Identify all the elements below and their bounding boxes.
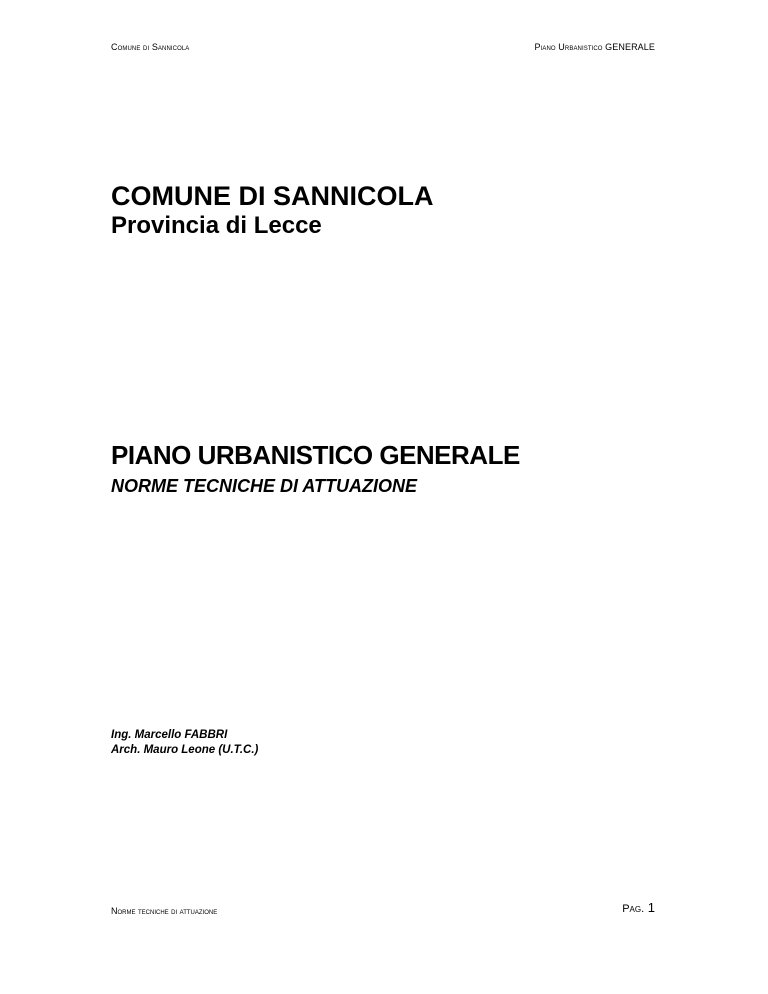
footer-right — [622, 900, 655, 915]
header-right-text: Piano Urbanistico GENERALE — [534, 42, 655, 52]
plan-title: PIANO URBANISTICO GENERALE — [111, 440, 520, 470]
comune-title: COMUNE DI SANNICOLA — [111, 181, 434, 211]
authors-block — [111, 728, 258, 758]
plan-block — [111, 437, 520, 499]
header-left-text: Comune di Sannicola — [111, 42, 190, 52]
title-block — [111, 181, 434, 241]
provincia-title: Provincia di Lecce — [111, 212, 322, 239]
footer-left: Norme tecniche di attuazione — [111, 906, 218, 916]
author-line: Arch. Mauro Leone (U.T.C.) — [111, 744, 259, 756]
header-left — [111, 42, 189, 52]
author-line: Ing. Marcello FABBRI — [111, 729, 228, 741]
page-number: 1 — [647, 900, 655, 915]
page-label: Pag. — [622, 903, 645, 915]
header-right — [535, 42, 655, 52]
plan-subtitle: NORME TECNICHE DI ATTUAZIONE — [111, 476, 417, 496]
